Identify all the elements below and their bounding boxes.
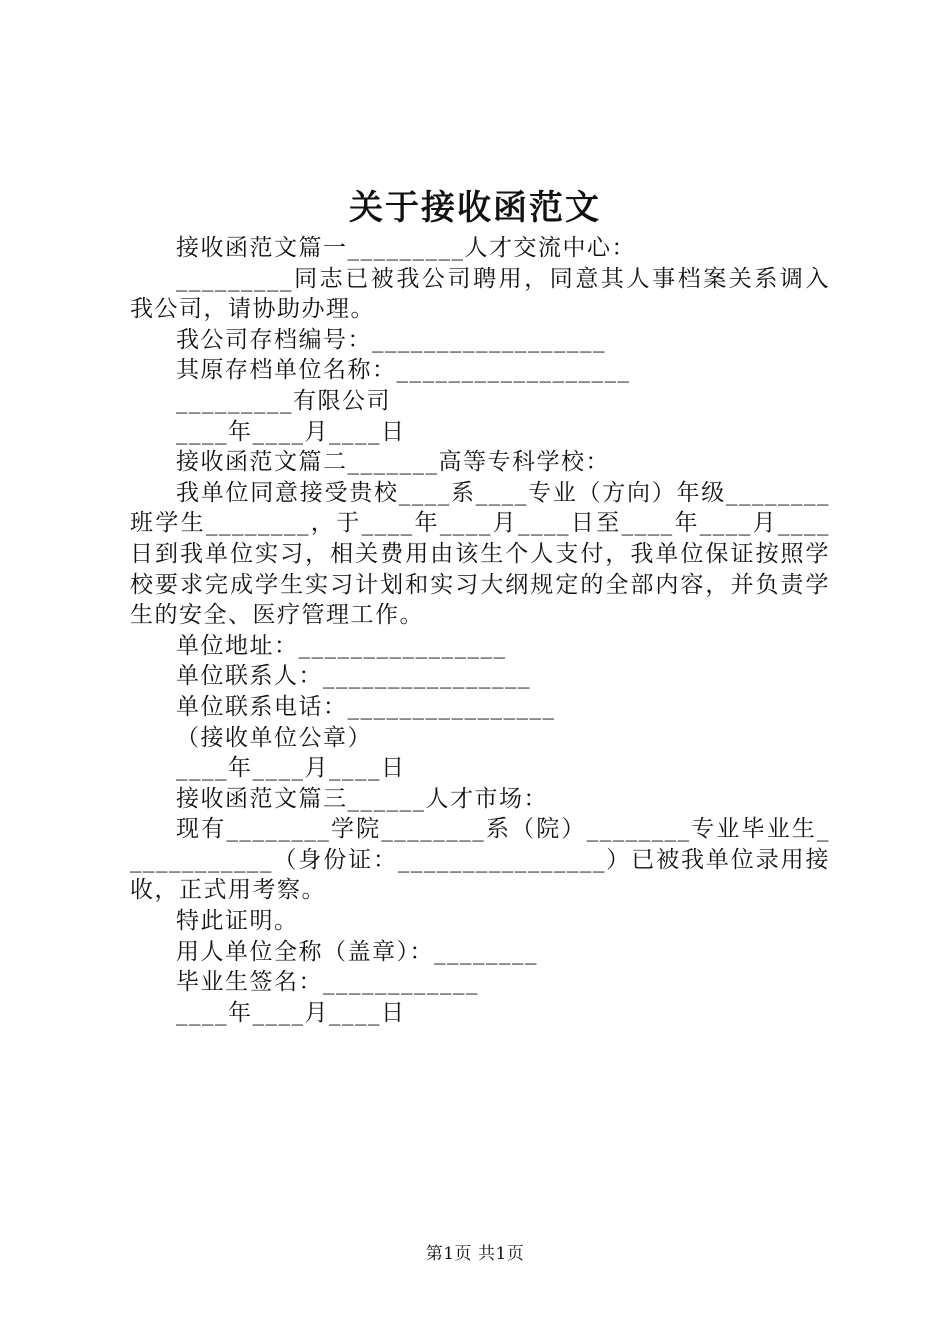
paragraph-unit-seal: （接收单位公章） [176,724,372,751]
paragraph-date-2: ____年____月____日 [176,755,406,782]
paragraph-letter2-body: 我单位同意接受贵校____系____专业（方向）年级________班学生________，于____年____月____日至____年____月____日到我单位实习，相关费用由该生个人支付，我单位保证按照学校要求完成学生实习计划和实习大纲规定的全部内容，并负责学生的安全、医疗管理工作。 [130,479,830,629]
paragraph-graduate-signature: 毕业生签名：____________ [176,969,479,996]
paragraph-company-name: _________有限公司 [176,387,391,414]
document-body [130,233,830,1028]
paragraph-letter3-body: 现有________学院________系（院）________专业毕业生____________（身份证：________________）已被我单位录用接收，正式用考察。 [130,816,830,904]
paragraph-letter2-heading: 接收函范文篇二_______高等专科学校： [176,449,610,476]
paragraph-date-1: ____年____月____日 [176,418,406,445]
paragraph-archive-number: 我公司存档编号：__________________ [176,326,606,353]
paragraph-unit-address: 单位地址：________________ [176,632,507,659]
paragraph-letter1-body: _________同志已被我公司聘用，同意其人事档案关系调入我公司，请协助办理。 [130,265,830,323]
paragraph-unit-phone: 单位联系电话：________________ [176,693,556,720]
paragraph-certification: 特此证明。 [176,908,299,935]
page-footer: 第1页 共1页 [425,1244,525,1264]
paragraph-letter1-heading: 接收函范文篇一_________人才交流中心： [176,235,636,261]
paragraph-employer-name: 用人单位全称（盖章）：________ [176,938,538,965]
paragraph-letter3-heading: 接收函范文篇三______人才市场： [176,785,548,812]
paragraph-unit-contact: 单位联系人：________________ [176,663,531,690]
document-title: 关于接收函范文 [349,188,601,228]
paragraph-original-archive-unit: 其原存档单位名称：__________________ [176,357,631,384]
paragraph-date-3: ____年____月____日 [176,999,406,1026]
